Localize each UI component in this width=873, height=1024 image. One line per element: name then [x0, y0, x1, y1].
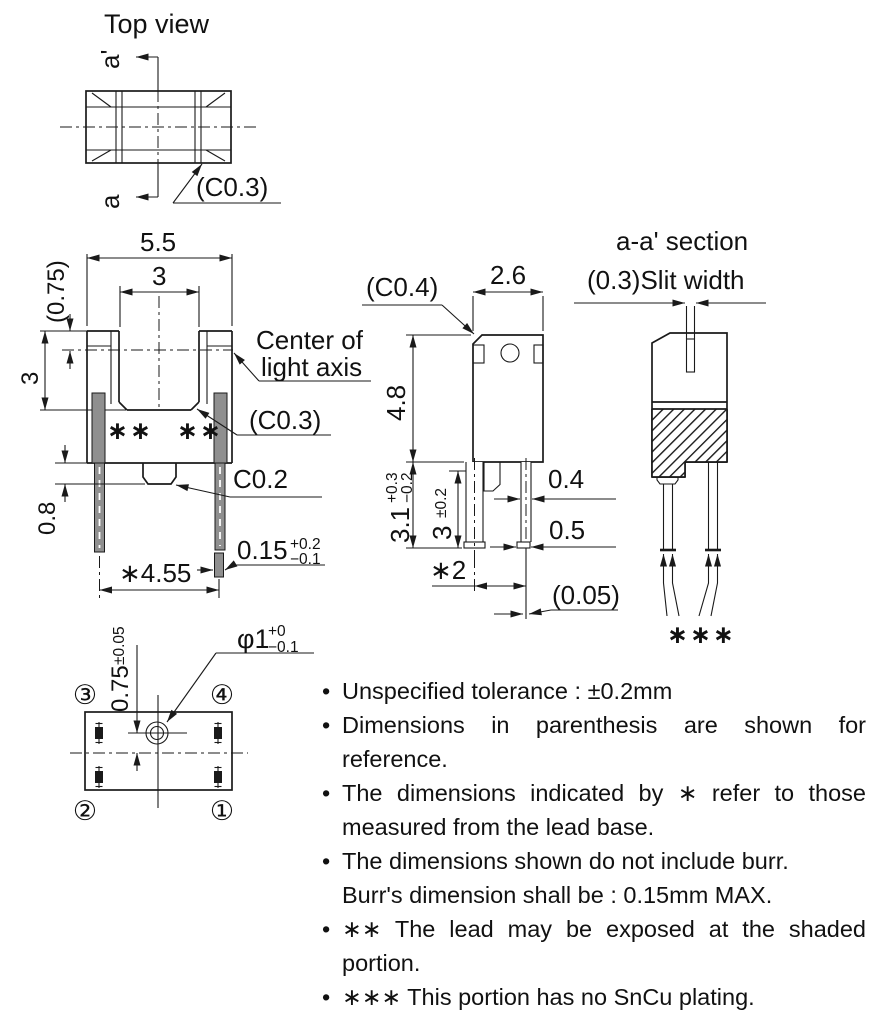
front-view	[17, 227, 371, 598]
pin-2-label: ②	[72, 796, 98, 826]
note-line: Burr's dimension shall be : 0.15mm MAX.	[342, 882, 773, 908]
top-view-chamfer-label: (C0.3)	[196, 172, 269, 202]
lead-thickness-minus: −0.1	[290, 551, 321, 568]
slit	[687, 339, 695, 372]
lead-thickness-plus: +0.2	[290, 536, 321, 553]
dim-lead-foot	[490, 515, 616, 547]
slot-width-label: 3	[152, 261, 167, 291]
dim-tie-bar	[494, 580, 620, 614]
slot-chamfer-label: (C0.3)	[249, 405, 322, 435]
side-view-leads	[464, 458, 531, 619]
lead-length-plus: +0.3	[384, 472, 401, 503]
lead-span-label: ∗4.55	[119, 558, 192, 588]
lead-pitch-label: ∗2	[430, 555, 467, 585]
boss-chamfer-label: C0.2	[233, 464, 288, 494]
dim-boss-height	[34, 445, 145, 535]
light-axis-label-2: light axis	[261, 352, 363, 382]
dim-lead-pitch	[430, 555, 526, 586]
overall-width-label: 5.5	[140, 227, 177, 257]
slot-depth-label: 3	[17, 371, 44, 385]
pad-2	[95, 766, 103, 788]
exposed-lead-left	[92, 393, 105, 463]
side-view	[362, 260, 620, 619]
boss-chamfer-callout	[176, 464, 322, 497]
hole-dia-minus: −0.1	[268, 639, 299, 656]
side-view-body-outline	[473, 335, 543, 462]
note-line: • ∗∗∗ This portion has no SnCu plating.	[320, 980, 866, 1014]
no-plating-mark: ∗∗∗	[667, 621, 736, 649]
slit-width-label: (0.3)Slit width	[587, 265, 745, 295]
dim-slot-depth	[17, 331, 126, 410]
front-view-boss	[143, 463, 176, 484]
dim-lead-width	[494, 464, 616, 499]
hole-dia-label: φ1	[237, 624, 270, 654]
top-chamfer-label: (C0.4)	[366, 272, 439, 302]
lead-length-inner-tol: ±0.2	[433, 487, 450, 518]
bullet-icon: •	[322, 678, 331, 704]
lead-width-label: 0.4	[548, 464, 585, 494]
bullet-icon: •	[322, 712, 331, 738]
section-label-a-prime: a'	[95, 49, 125, 69]
section-boss	[657, 477, 678, 484]
note-line: reference.	[342, 746, 448, 772]
bottom-view	[70, 623, 314, 826]
pad-3	[95, 722, 103, 744]
light-axis-callout	[234, 325, 371, 382]
depth-label: 2.6	[490, 260, 527, 290]
pin-3-label: ③	[72, 680, 98, 710]
body-height-label: 4.8	[381, 384, 411, 421]
dim-light-axis-offset	[43, 260, 87, 369]
pad-1	[214, 766, 222, 788]
section-title: a-a' section	[616, 226, 749, 256]
dim-body-height	[381, 335, 471, 462]
bullet-icon: •	[322, 848, 331, 874]
pad-4	[214, 722, 222, 744]
note-line: • ∗∗ The lead may be exposed at the shaded	[320, 912, 866, 946]
boss-height-label: 0.8	[34, 501, 61, 535]
note-line: measured from the lead base.	[342, 814, 655, 840]
axis-offset-label: 0.75	[107, 665, 134, 712]
exposed-mark-right: ∗∗	[177, 417, 223, 445]
hole-dia-plus: +0	[268, 623, 286, 640]
exposed-mark-left: ∗∗	[107, 417, 153, 445]
bullet-icon: •	[322, 916, 331, 942]
pin-1-label: ①	[209, 796, 235, 826]
bullet-icon: •	[322, 780, 331, 806]
dim-lead-span	[100, 558, 220, 590]
dim-axis-offset	[107, 626, 137, 771]
notes-list	[320, 674, 866, 1014]
top-view	[60, 9, 281, 209]
top-chamfer-callout	[362, 272, 474, 334]
pin-4-label: ④	[209, 680, 235, 710]
top-view-chamfer-callout	[173, 164, 281, 203]
note-line: • Dimensions in parenthesis are shown for	[320, 708, 866, 742]
section-label-a: a	[95, 194, 125, 209]
section-line-a-aprime	[95, 50, 158, 209]
shaded-portion	[652, 409, 727, 477]
dim-depth	[473, 260, 543, 331]
section-body	[652, 333, 727, 484]
hole-dia-callout	[167, 623, 314, 722]
top-view-title: Top view	[104, 9, 210, 39]
note-line: • The dimensions shown do not include burr.	[320, 844, 866, 878]
section-leads	[660, 462, 721, 616]
side-view-boss	[484, 462, 500, 491]
lead-length-label: 3.1	[385, 506, 415, 543]
lead-right-tiebar-stub	[215, 553, 224, 577]
note-line: • Unspecified tolerance : ±0.2mm	[320, 674, 866, 708]
bullet-icon: •	[322, 984, 331, 1010]
dim-lead-length-inner	[427, 471, 466, 548]
note-line: • The dimensions indicated by ∗ refer to those	[320, 776, 866, 810]
tie-bar-label: (0.05)	[552, 580, 620, 610]
dim-slot-width	[120, 261, 199, 327]
lead-length-minus: −0.2	[399, 472, 416, 503]
lead-thickness-label: 0.15	[237, 535, 288, 565]
note-line: portion.	[342, 950, 421, 976]
lead-length-inner-label: 3	[427, 525, 457, 540]
axis-offset-tol: ±0.05	[111, 626, 128, 665]
light-axis-offset-label: (0.75)	[43, 260, 70, 323]
light-axis-label-1: Center of	[256, 325, 363, 355]
lead-foot-label: 0.5	[549, 515, 586, 545]
